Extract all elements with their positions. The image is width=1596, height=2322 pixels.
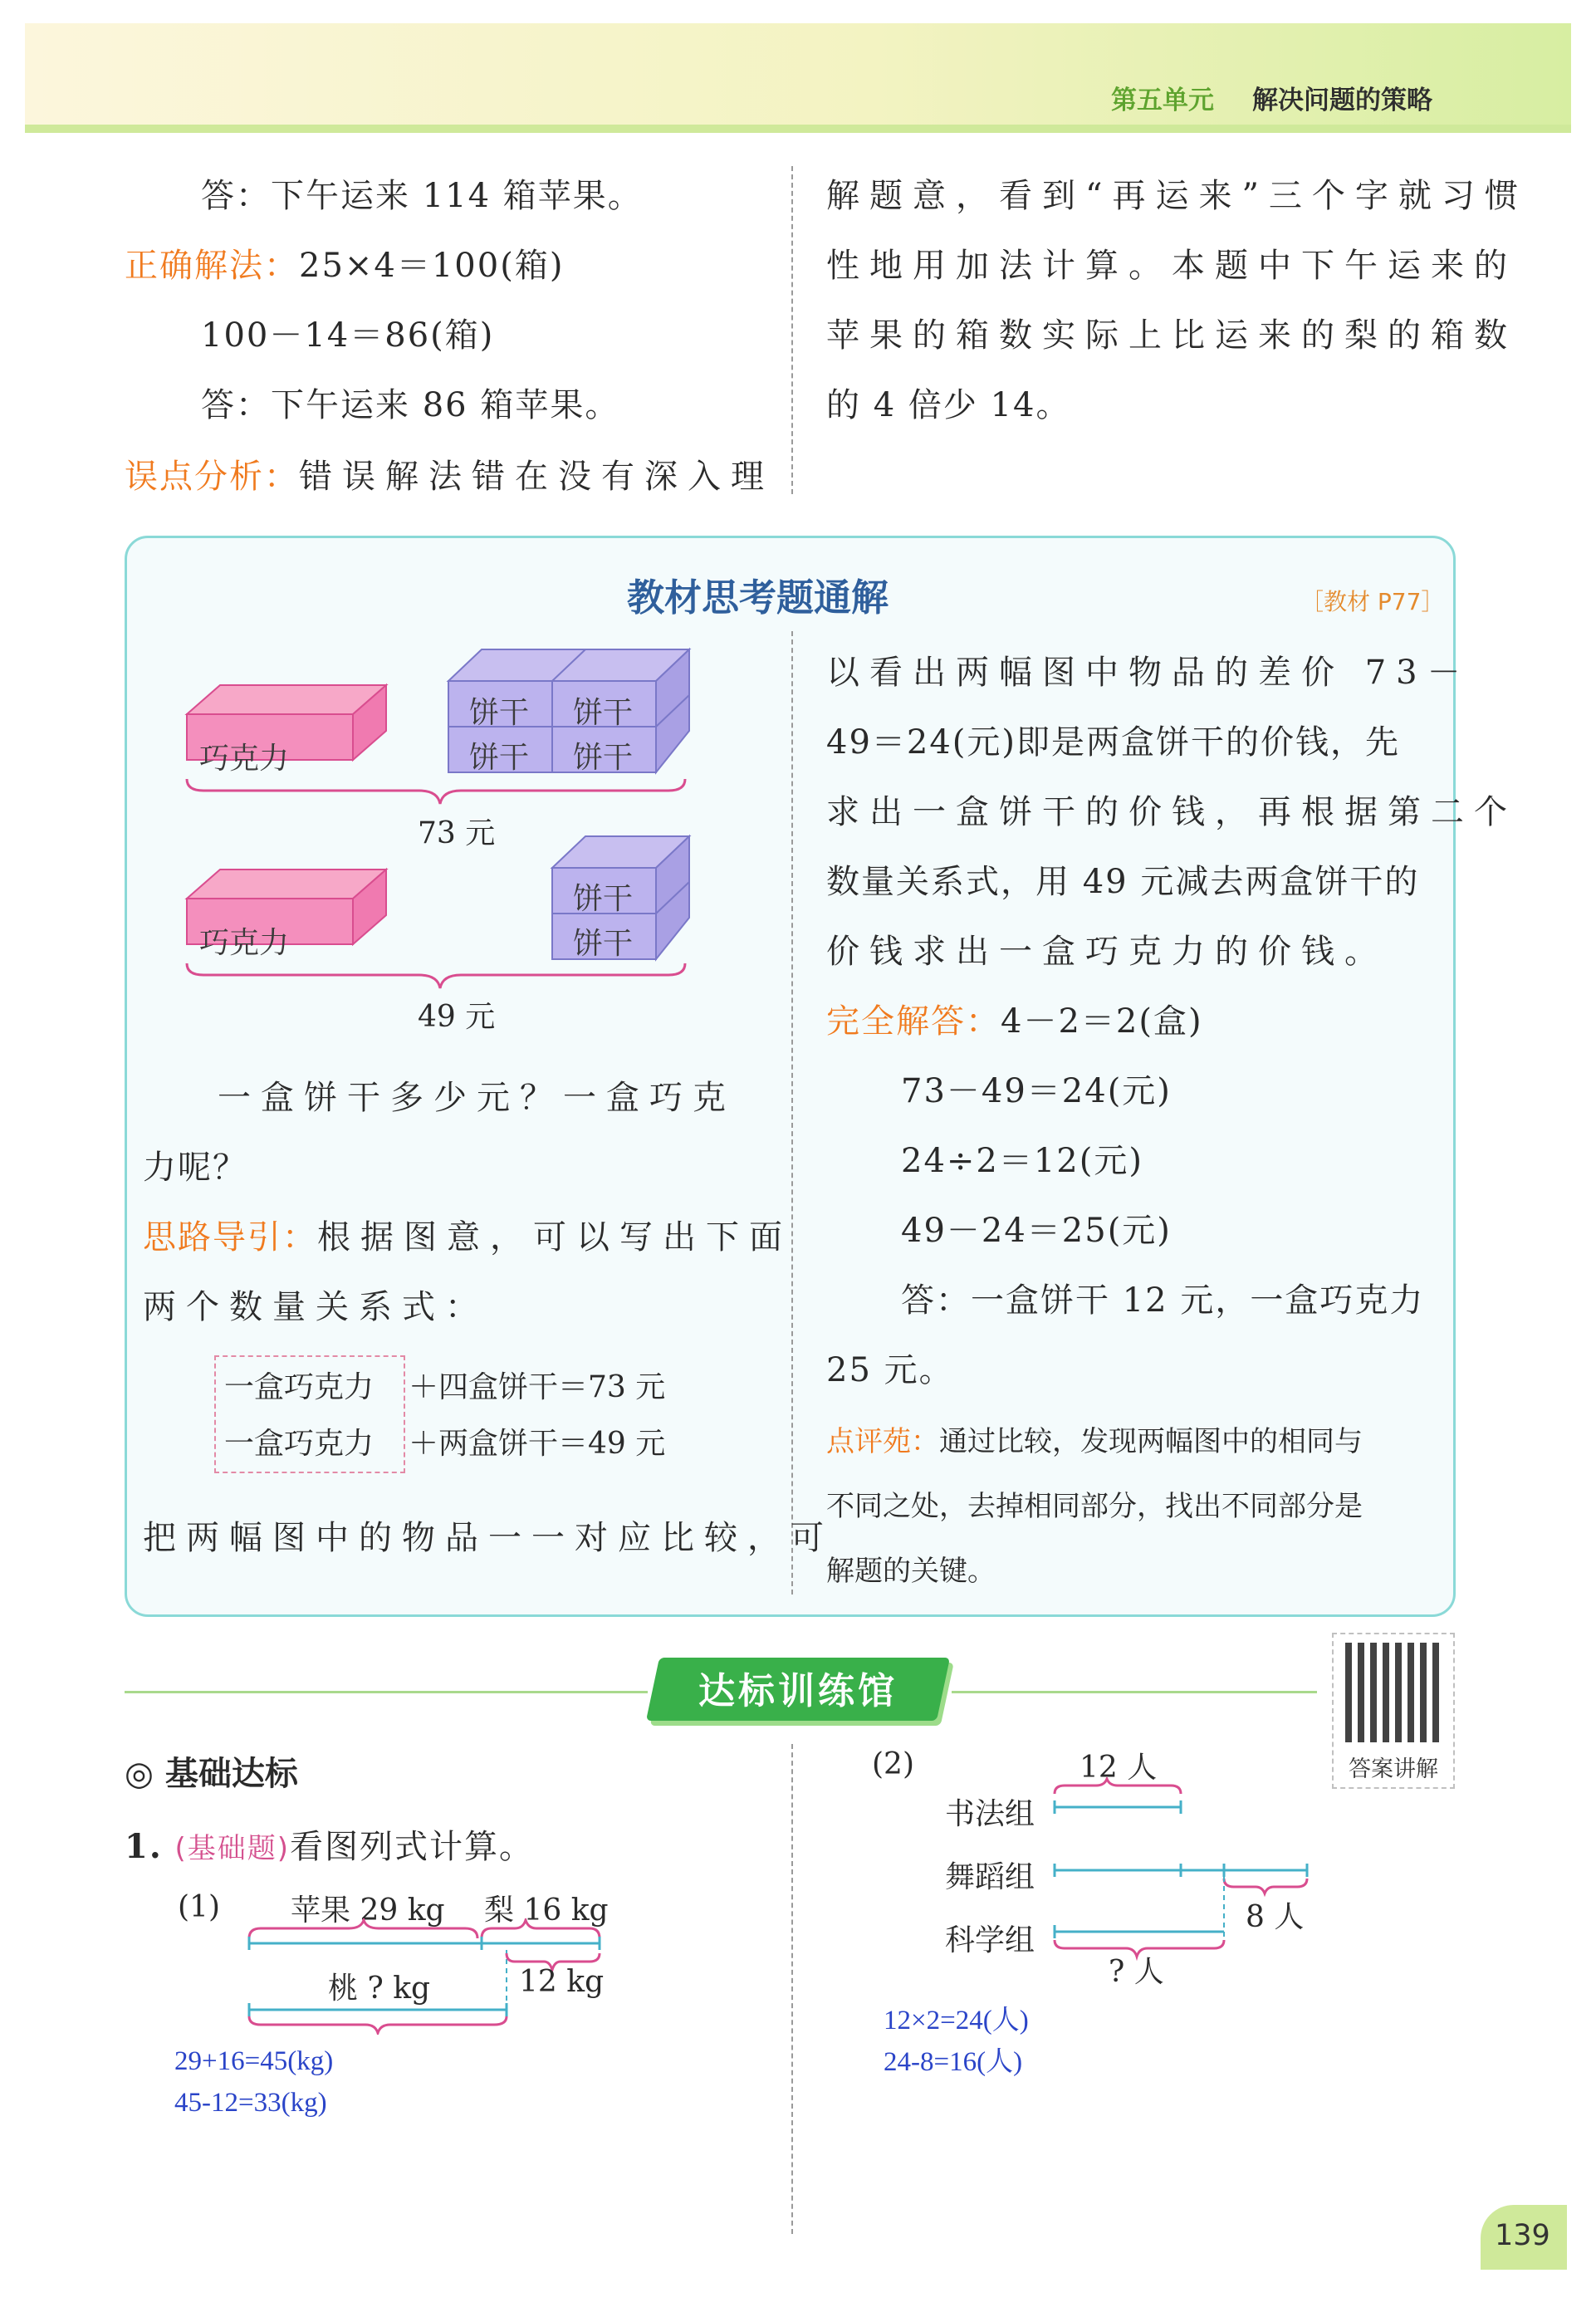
- hint: [143, 1211, 792, 1258]
- box-column-divider: [791, 631, 793, 1595]
- section-divider: [791, 1744, 793, 2234]
- chocolate-label-1: 巧克力: [199, 742, 290, 776]
- analysis-line-1: 解题意，看到“再运来”三个字就习惯: [826, 177, 1528, 215]
- difference-label: 12 kg: [519, 1965, 605, 1999]
- comment-line-2: 不同之处，去掉相同部分，找出不同部分是: [826, 1490, 1363, 1523]
- part-2-number: (2): [872, 1747, 914, 1781]
- part-1-answer-1: 29+16=45(kg): [174, 2046, 334, 2076]
- full-label: 完全解答：: [826, 1002, 1001, 1041]
- error-label: 误点分析：: [125, 458, 299, 496]
- explain-line-3: 求出一盒饼干的价钱，再根据第二个: [826, 793, 1517, 831]
- group-diagram: [1046, 1777, 1320, 1977]
- apple-label: 苹果 29 kg: [291, 1893, 445, 1928]
- question-tag: (基础题): [174, 1832, 291, 1865]
- group-calligraphy: 书法组: [945, 1797, 1035, 1831]
- full-eq2: 73－49＝24(元): [901, 1072, 1172, 1110]
- section-title: ◎ 基础达标: [125, 1755, 298, 1793]
- full-solution: [826, 995, 1203, 1042]
- banner-line-left: [125, 1691, 648, 1693]
- banner-line-right: [952, 1691, 1317, 1693]
- explain-line-5: 价钱求出一盒巧克力的价钱。: [826, 933, 1388, 971]
- correct-solution: [125, 239, 564, 287]
- question-line-2: 力呢？: [143, 1149, 247, 1187]
- question-number: 1.: [125, 1827, 163, 1866]
- full-eq4: 49－24＝25(元): [901, 1212, 1172, 1250]
- comment-label: 点评苑：: [826, 1425, 939, 1458]
- relation-1-b: ＋四盒饼干＝73 元: [409, 1370, 666, 1404]
- column-divider: [791, 166, 793, 494]
- textbook-reference: ［教材 P77］: [1300, 588, 1445, 615]
- part-2-answer-2: 24-8=16(人): [884, 2047, 1023, 2077]
- chocolate-label-2: 巧克力: [199, 926, 290, 960]
- qr-caption: 答案讲解: [1349, 1756, 1438, 1782]
- price-49: 49 元: [418, 1000, 496, 1034]
- full-eq3: 24÷2＝12(元): [901, 1142, 1143, 1180]
- price-73: 73 元: [418, 816, 496, 850]
- explain-line-1: 以看出两幅图中物品的差价 73－: [826, 654, 1471, 692]
- unit-title: 解决问题的策略: [1252, 86, 1432, 115]
- diff-count-label: 8 人: [1246, 1900, 1305, 1934]
- hint-text: 根据图意，可以写出下面: [317, 1218, 792, 1257]
- error-analysis: [125, 450, 774, 497]
- part-1-answer-2: 45-12=33(kg): [174, 2088, 327, 2118]
- correct-eq2: 100－14＝86(箱): [201, 316, 495, 355]
- biscuit-label-6: 饼干: [573, 927, 634, 961]
- biscuit-label-3: 饼干: [469, 741, 530, 775]
- biscuit-label-5: 饼干: [573, 882, 634, 916]
- full-eq1: 4－2＝2(盒): [1001, 1002, 1203, 1041]
- correct-eq1: 25×4＝100(箱): [299, 247, 565, 285]
- question-text: 看图列式计算。: [290, 1828, 535, 1866]
- wrong-answer: 答：下午运来 114 箱苹果。: [201, 177, 643, 215]
- question-line-1: 一盒饼干多少元？一盒巧克: [218, 1079, 736, 1117]
- error-text: 错误解法错在没有深入理: [299, 458, 774, 496]
- analysis-line-2: 性地用加法计算。本题中下午运来的: [826, 247, 1517, 285]
- banner-text: 达标训练馆: [698, 1670, 898, 1712]
- relation-2-b: ＋两盒饼干＝49 元: [409, 1427, 666, 1461]
- correct-label: 正确解法：: [125, 247, 299, 285]
- relation-1-a: 一盒巧克力: [224, 1370, 375, 1404]
- qr-code[interactable]: [1332, 1633, 1455, 1789]
- comment-line-1: 通过比较，发现两幅图中的相同与: [939, 1425, 1363, 1458]
- question-1: [125, 1820, 534, 1868]
- pear-label: 梨 16 kg: [484, 1893, 609, 1928]
- peach-label: 桃 ? kg: [328, 1972, 431, 2006]
- biscuit-label-2: 饼干: [573, 696, 634, 730]
- full-answer-2: 25 元。: [826, 1351, 954, 1389]
- part-2-answer-1: 12×2=24(人): [884, 2006, 1029, 2035]
- unit-label: 第五单元: [1111, 86, 1214, 115]
- biscuit-label-4: 饼干: [573, 741, 634, 775]
- hint-label: 思路导引：: [143, 1218, 317, 1257]
- comment-line-3: 解题的关键。: [826, 1555, 996, 1588]
- group-dance: 舞蹈组: [945, 1860, 1035, 1894]
- relation-2-a: 一盒巧克力: [224, 1427, 375, 1461]
- biscuit-label-1: 饼干: [469, 696, 530, 730]
- qr-pattern: [1345, 1643, 1445, 1742]
- analysis-line-3: 苹果的箱数实际上比运来的梨的箱数: [826, 316, 1517, 355]
- compare-line: 把两幅图中的物品一一对应比较，可: [143, 1519, 834, 1557]
- comment: [826, 1418, 1363, 1459]
- correct-answer: 答：下午运来 86 箱苹果。: [201, 386, 620, 424]
- top-count-label: 12 人: [1080, 1751, 1158, 1785]
- analysis-line-4: 的 4 倍少 14。: [826, 386, 1071, 424]
- unknown-count-label: ? 人: [1109, 1955, 1164, 1989]
- box-title: 教材思考题通解: [627, 576, 889, 620]
- explain-line-2: 49＝24(元)即是两盒饼干的价钱，先: [826, 723, 1401, 762]
- group-science: 科学组: [945, 1923, 1035, 1957]
- part-1-number: (1): [178, 1890, 220, 1924]
- header-bar: [25, 125, 1571, 133]
- hint-line-2: 两个数量关系式：: [143, 1288, 488, 1326]
- page-number: 139: [1495, 2219, 1550, 2252]
- full-answer-1: 答：一盒饼干 12 元，一盒巧克力: [901, 1281, 1425, 1320]
- explain-line-4: 数量关系式，用 49 元减去两盒饼干的: [826, 863, 1420, 901]
